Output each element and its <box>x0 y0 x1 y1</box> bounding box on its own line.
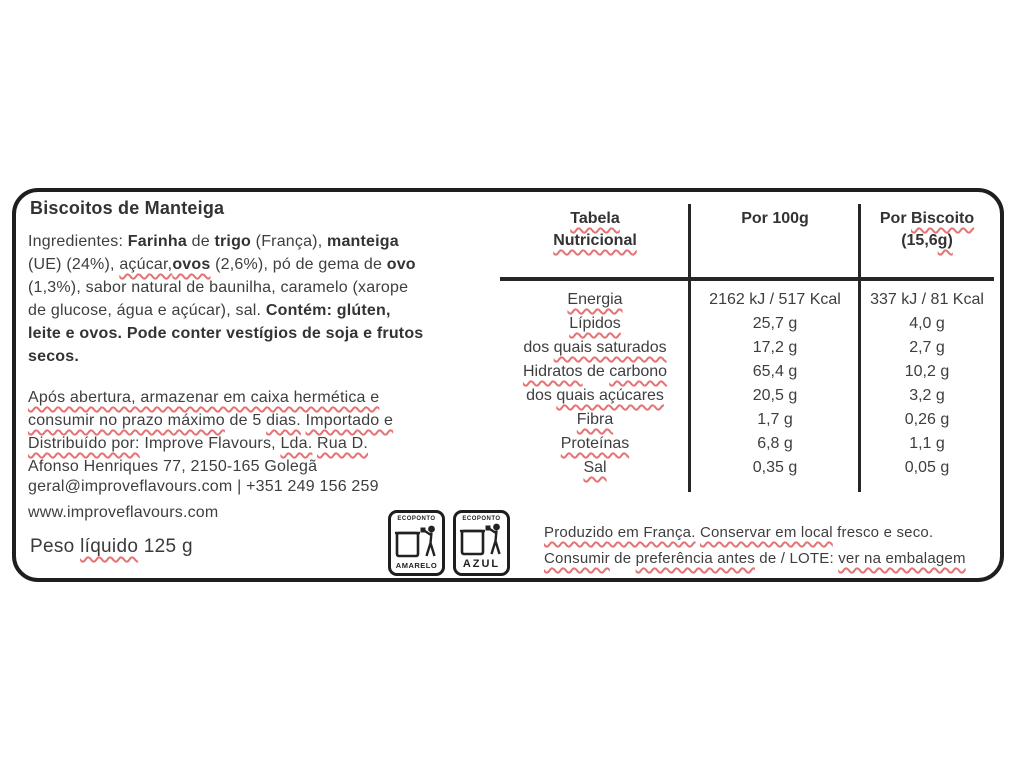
text-segment: carbono <box>609 363 668 380</box>
ecoponto-label: ECOPONTO <box>397 516 436 522</box>
origin-storage-lot-text <box>544 520 966 572</box>
text-segment: quais açúcares <box>556 387 664 404</box>
text-segment: preferência antes <box>635 550 755 567</box>
nutrient-name <box>500 459 690 477</box>
bin-person-pictogram <box>394 524 440 560</box>
value-per-biscuit: 0,05 g <box>904 459 950 476</box>
recycling-icons <box>388 510 510 576</box>
text-line <box>741 208 809 230</box>
text-segment: Biscoito <box>911 210 975 227</box>
net-weight <box>30 536 193 558</box>
text-segment: Peso <box>30 536 81 557</box>
label-card <box>12 188 1004 582</box>
text-segment: de <box>582 363 610 380</box>
value-per-biscuit: 0,26 g <box>904 411 950 428</box>
nutrient-name <box>500 411 690 429</box>
text-segment: Importado e <box>305 412 394 429</box>
value-per-100g: 1,7 g <box>757 411 793 428</box>
value-per-100g: 6,8 g <box>757 435 793 452</box>
website-url: www.improveflavours.com <box>28 504 219 521</box>
text-segment: Farinha <box>127 233 187 250</box>
text-segment: líquido <box>80 536 139 557</box>
text-line <box>28 455 393 478</box>
nutrient-name <box>500 435 690 453</box>
value-per-biscuit: 337 kJ / 81 Kcal <box>870 291 984 308</box>
nutrition-row <box>500 312 994 336</box>
text-line <box>28 276 423 299</box>
value-per-biscuit: 4,0 g <box>909 315 945 332</box>
text-segment: Improve Flavours, <box>139 435 281 452</box>
value-per-biscuit: 3,2 g <box>909 387 945 404</box>
text-segment: (15,6 <box>901 232 938 249</box>
text-line <box>880 208 974 230</box>
bin-person-pictogram <box>459 522 505 558</box>
value-per-100g: 17,2 g <box>752 339 798 356</box>
text-line <box>28 230 423 253</box>
nutrition-row <box>500 360 994 384</box>
header-por-biscoito <box>860 208 994 252</box>
text-segment: trigo <box>214 233 252 250</box>
text-segment: secos. <box>28 348 80 365</box>
product-title: Biscoitos de Manteiga <box>30 198 225 218</box>
text-segment: Tabela <box>570 210 620 227</box>
value-per-100g: 25,7 g <box>752 315 798 332</box>
text-segment: Proteínas <box>560 435 630 452</box>
text-segment: (UE) (24%), <box>28 256 120 273</box>
nutrient-name <box>500 315 690 333</box>
text-segment: ovos <box>172 256 211 273</box>
text-line <box>28 322 423 345</box>
text-segment: Afonso Henriques 77, 2150-165 Golegã <box>28 458 318 475</box>
text-segment: Distribuído por: <box>28 435 140 452</box>
text-segment: leite e ovos. Pode conter vestígios de soja e frutos <box>28 325 424 342</box>
text-segment: manteiga <box>327 233 399 250</box>
nutrition-row <box>500 336 994 360</box>
text-segment: açúcar, <box>119 256 173 273</box>
nutrient-name <box>500 387 690 405</box>
text-segment: Conservar em local <box>699 524 833 541</box>
value-per-100g: 65,4 g <box>752 363 798 380</box>
text-segment: de glucose, água e açúcar), sal. <box>28 302 266 319</box>
text-line <box>28 299 423 322</box>
text-segment: (2,6%), pó de gema de <box>210 256 387 273</box>
text-segment: (França), <box>251 233 328 250</box>
value-per-100g: 2162 kJ / 517 Kcal <box>709 291 841 308</box>
nutrient-name <box>500 339 690 357</box>
value-per-biscuit: 1,1 g <box>909 435 945 452</box>
value-per-biscuit: 10,2 g <box>904 363 950 380</box>
table-header-separator <box>500 277 994 281</box>
ecoponto-azul-icon <box>453 510 510 576</box>
text-segment: Nutricional <box>553 232 637 249</box>
text-segment: Energia <box>567 291 623 308</box>
text-segment: Sal <box>583 459 607 476</box>
text-line <box>28 345 423 368</box>
contact-line: geral@improveflavours.com | +351 249 156 259 <box>28 478 379 495</box>
text-line <box>544 520 966 546</box>
nutrition-row <box>500 456 994 480</box>
text-line <box>901 230 953 252</box>
text-line <box>544 546 966 572</box>
text-line <box>570 208 620 230</box>
nutrition-table-rows <box>500 288 994 480</box>
text-segment: Ingredientes: <box>28 233 128 250</box>
text-segment: (1,3%), sabor natural de baunilha, caramelo (xarope <box>28 279 409 296</box>
text-segment: Lda. <box>280 435 313 452</box>
text-segment: Por 100g <box>741 210 809 227</box>
text-line <box>28 409 393 432</box>
text-line <box>553 230 637 252</box>
text-segment: ver na embalagem <box>838 550 966 567</box>
text-segment: de <box>186 233 215 250</box>
nutrition-row <box>500 384 994 408</box>
nutrition-row <box>500 408 994 432</box>
nutrition-row <box>500 288 994 312</box>
ingredients-text <box>28 230 423 368</box>
text-segment: fresco e seco. <box>832 524 934 541</box>
text-segment: consumir no prazo máximo <box>28 412 225 429</box>
header-tabela-nutricional <box>500 208 690 252</box>
text-segment: de / LOTE: <box>754 550 839 567</box>
text-segment: Por <box>879 210 911 227</box>
text-segment: Após abertura, armazenar em caixa hermética e <box>28 389 380 406</box>
text-segment: Contém: glúten, <box>265 302 391 319</box>
text-segment: ovo <box>386 256 416 273</box>
azul-label: AZUL <box>462 558 501 570</box>
text-segment: dias. <box>266 412 301 429</box>
nutrient-name <box>500 363 690 381</box>
text-segment: Rua D. <box>317 435 369 452</box>
text-segment: Hidratos <box>522 363 583 380</box>
text-line <box>28 386 393 409</box>
text-segment: Consumir <box>544 550 610 567</box>
text-segment: dos <box>523 339 554 356</box>
amarelo-label: AMARELO <box>395 561 438 570</box>
text-segment: g) <box>937 232 953 249</box>
text-segment: dos <box>526 387 557 404</box>
text-segment: Fibra <box>576 411 614 428</box>
text-segment: de 5 <box>224 412 267 429</box>
text-segment: Produzido em França. <box>544 524 696 541</box>
header-por-100g <box>690 208 860 252</box>
value-per-biscuit: 2,7 g <box>909 339 945 356</box>
nutrient-name <box>500 291 690 309</box>
text-segment: 125 g <box>138 536 193 557</box>
text-line <box>28 432 393 455</box>
nutrition-row <box>500 432 994 456</box>
value-per-100g: 20,5 g <box>752 387 798 404</box>
text-segment: Lípidos <box>569 315 621 332</box>
nutrition-table-header <box>500 208 994 252</box>
text-segment: de <box>609 550 636 567</box>
text-line <box>28 253 423 276</box>
storage-distributor-text <box>28 386 393 478</box>
ecoponto-amarelo-icon <box>388 510 445 576</box>
text-segment: quais saturados <box>553 339 667 356</box>
value-per-100g: 0,35 g <box>752 459 798 476</box>
ecoponto-label: ECOPONTO <box>462 516 501 522</box>
